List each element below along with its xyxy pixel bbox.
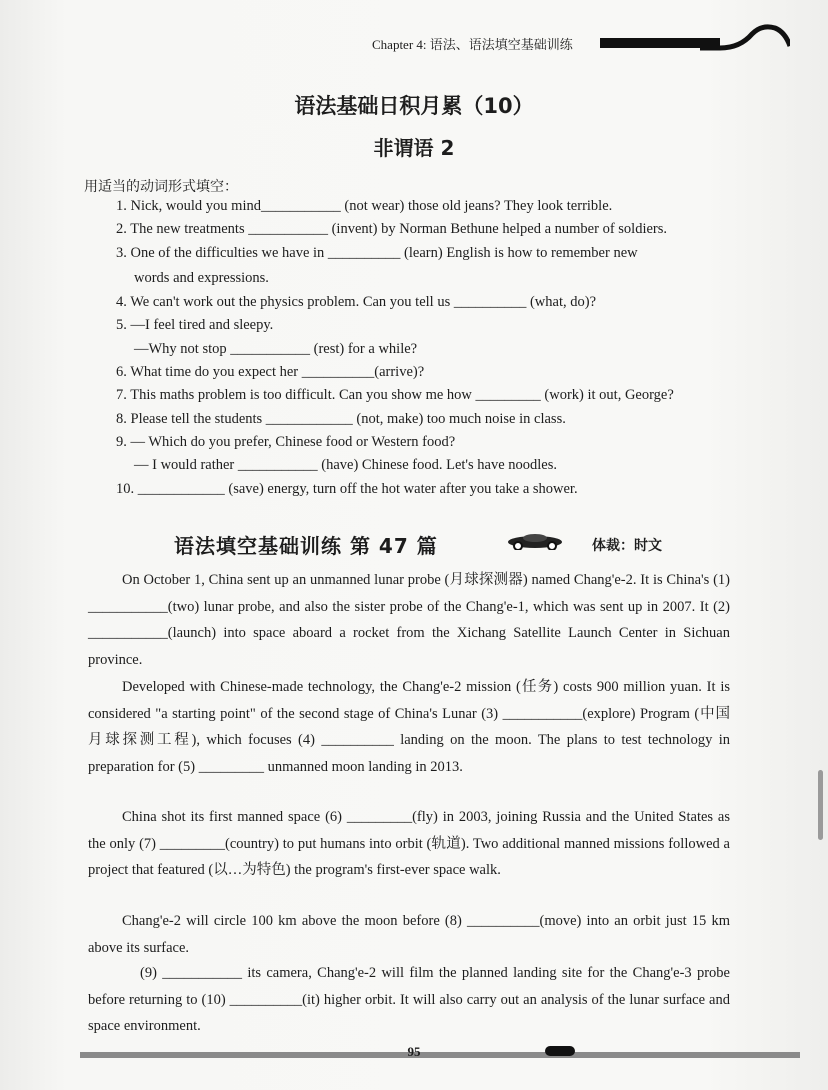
section-title: 语法填空基础训练 第 47 篇: [174, 534, 438, 558]
question-7: 7. This maths problem is too difficult. Can you show me how _________ (work) it out, George?: [116, 387, 674, 403]
passage-paragraph-5: (9) ___________ its camera, Chang'e-2 will film the planned landing site for the Chang'e-3 probe before returning to (10) __________(it) higher orbit. It will also carry out an analysis of the lunar surface and space environment.: [88, 965, 730, 1034]
chapter-header: Chapter 4: 语法、语法填空基础训练: [372, 37, 573, 52]
passage-paragraph-2: Developed with Chinese-made technology, the Chang'e-2 mission (任务) costs 900 million yuan. It is considered "a starting point" of the second stage of China's Lunar (3) ___________(explore) Program (中国月球探测工程), which focuses (4) __________ landing on the moon. The plans to test technology in preparation for (5) _________ unmanned moon landing in 2013.: [88, 679, 730, 775]
question-5: 5. —I feel tired and sleepy.: [116, 317, 274, 333]
question-2: 2. The new treatments ___________ (invent) by Norman Bethune helped a number of soldiers.: [116, 221, 668, 237]
passage-paragraph-3: China shot its first manned space (6) _________(fly) in 2003, joining Russia and the United States as the only (7) _________(country) to put humans into orbit (轨道). Two additional manned missions followed a project that featured (以…为特色) the program's first-ever space walk.: [88, 809, 730, 878]
question-9-response: — I would rather ___________ (have) Chinese food. Let's have noodles.: [134, 457, 558, 473]
question-3: 3. One of the difficulties we have in __________ (learn) English is how to remember new: [116, 245, 638, 261]
scrollbar[interactable]: [818, 770, 823, 840]
page-number: 95: [407, 1044, 421, 1059]
passage-paragraph-1: On October 1, China sent up an unmanned lunar probe (月球探测器) named Chang'e-2. It is China's (1) ___________(two) lunar probe, and also the sister probe of the Chang'e-1, which was sent up in 2007. It (2) ___________(launch) into space aboard a rocket from the Xichang Satellite Launch Center in Sichuan province.: [88, 572, 730, 668]
genre-label: 体裁：时文: [592, 538, 662, 554]
question-9: 9. — Which do you prefer, Chinese food or Western food?: [116, 434, 456, 450]
page-title: 语法基础日积月累（10）: [294, 94, 534, 118]
question-3-cont: words and expressions.: [134, 270, 269, 286]
passage-paragraph-4: Chang'e-2 will circle 100 km above the moon before (8) __________(move) into an orbit just 15 km above its surface.: [88, 913, 730, 956]
wave-decoration-icon: [700, 22, 790, 62]
question-6: 6. What time do you expect her __________(arrive)?: [116, 364, 425, 380]
instruction-text: 用适当的动词形式填空：: [84, 179, 238, 195]
question-10: 10. ____________ (save) energy, turn off the hot water after you take a shower.: [116, 481, 578, 497]
page-subtitle: 非谓语 2: [373, 136, 455, 160]
question-5-response: —Why not stop ___________ (rest) for a while?: [134, 341, 418, 357]
question-8: 8. Please tell the students ____________ (not, make) too much noise in class.: [116, 411, 566, 427]
question-1: 1. Nick, would you mind___________ (not wear) those old jeans? They look terrible.: [116, 198, 613, 214]
car-icon: [506, 532, 564, 550]
question-4: 4. We can't work out the physics problem. Can you tell us __________ (what, do)?: [116, 294, 597, 310]
